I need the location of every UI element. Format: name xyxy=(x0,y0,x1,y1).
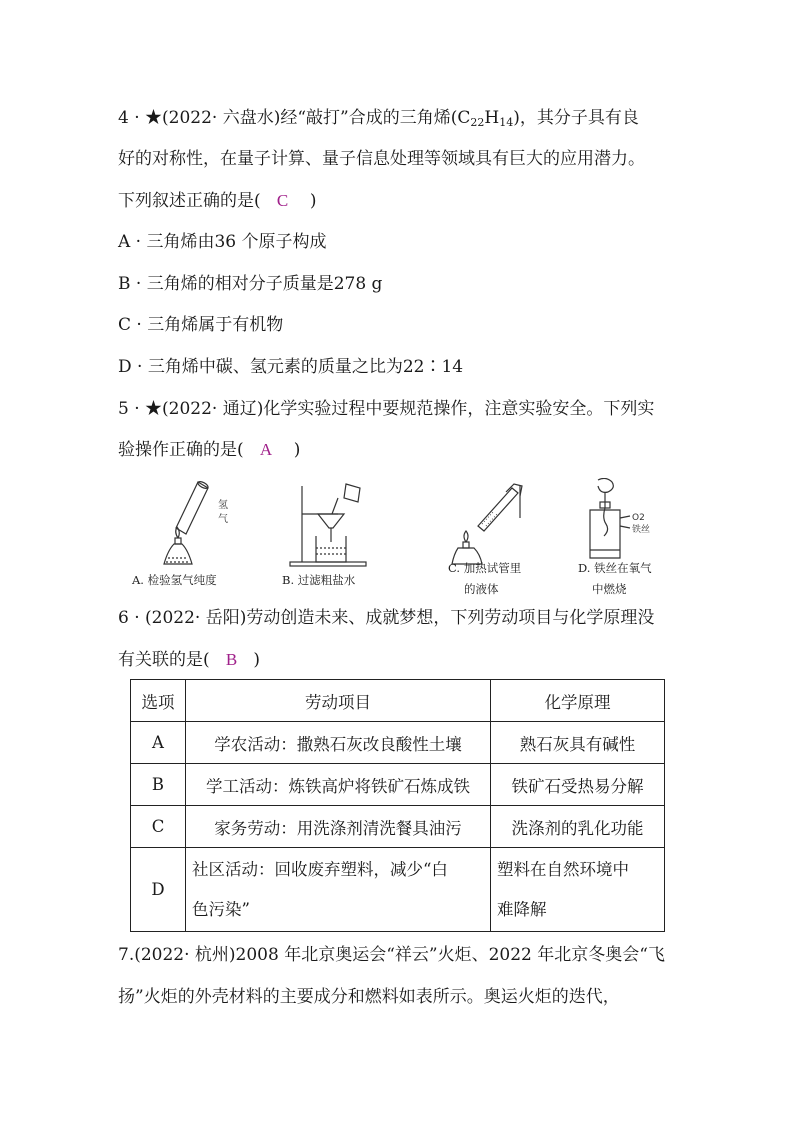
header-labor-item: 劳动项目 xyxy=(186,680,491,722)
labor-chemistry-table xyxy=(130,679,665,932)
row-option: D xyxy=(131,848,186,932)
row-principle: 熟石灰具有碱性 xyxy=(491,722,665,764)
figure-d-caption-1: D. 铁丝在氧气 xyxy=(578,561,652,575)
q7-line1: 7.(2022· 杭州)2008 年北京奥运会“祥云”火炬、2022 年北京冬奥会“飞 xyxy=(118,945,665,965)
q5-answer: A xyxy=(259,440,273,459)
iron-wire-label: 铁丝 xyxy=(632,525,651,535)
q4-option-c: C · 三角烯属于有机物 xyxy=(118,315,284,335)
figure-a-caption: A. 检验氢气纯度 xyxy=(132,573,217,587)
q7-line2: 扬”火炬的外壳材料的主要成分和燃料如表所示。奥运火炬的迭代， xyxy=(118,987,620,1007)
iron-wire-combustion-figure xyxy=(578,478,668,568)
q4-option-a: A · 三角烯由36 个原子构成 xyxy=(118,232,327,252)
table-row xyxy=(131,806,665,848)
hydrogen-purity-test-figure xyxy=(146,478,236,568)
header-option: 选项 xyxy=(131,680,186,722)
q4-line3: 下列叙述正确的是( C ) xyxy=(118,191,317,211)
heating-test-tube-figure xyxy=(448,478,548,568)
hydrogen-label-2: 气 xyxy=(218,514,228,525)
q4-line1: 4 · ★(2022· 六盘水)经“敲打”合成的三角烯$(C_{22}H_{14})$，其分子具有良 xyxy=(118,108,639,129)
q6-answer: B xyxy=(225,650,238,669)
row-labor-item: 学工活动：炼铁高炉将铁矿石炼成铁 xyxy=(186,764,491,806)
row-principle: 铁矿石受热易分解 xyxy=(491,764,665,806)
filtration-figure xyxy=(282,478,402,568)
q4-line2: 好的对称性，在量子计算、量子信息处理等领域具有巨大的应用潜力。 xyxy=(118,149,645,169)
q5-line2: 验操作正确的是( A ) xyxy=(118,440,301,460)
row-option: C xyxy=(131,806,186,848)
row-labor-item: 学农活动：撒熟石灰改良酸性土壤 xyxy=(186,722,491,764)
row-option: A xyxy=(131,722,186,764)
q4-option-b: B · 三角烯的相对分子质量是278 g xyxy=(118,274,383,294)
row-labor-item: 社区活动：回收废弃塑料，减少“白 色污染” xyxy=(186,848,491,932)
header-chemistry-principle: 化学原理 xyxy=(491,680,665,722)
oxygen-label: O2 xyxy=(632,513,645,523)
table-row xyxy=(131,722,665,764)
row-labor-item: 家务劳动：用洗涤剂清洗餐具油污 xyxy=(186,806,491,848)
q6-line2: 有关联的是( B ) xyxy=(118,650,261,670)
table-header-row xyxy=(131,680,665,722)
experiment-figures xyxy=(126,478,666,598)
figure-b-caption: B. 过滤粗盐水 xyxy=(282,573,356,587)
q4-answer: C xyxy=(276,191,289,210)
figure-c-caption-2: 的液体 xyxy=(464,582,499,596)
table-row xyxy=(131,848,665,932)
hydrogen-label-1: 氢 xyxy=(218,500,228,511)
table-row xyxy=(131,764,665,806)
row-principle: 洗涤剂的乳化功能 xyxy=(491,806,665,848)
q5-line1: 5 · ★(2022· 通辽)化学实验过程中要规范操作，注意实验安全。下列实 xyxy=(118,399,655,419)
figure-c-caption-1: C. 加热试管里 xyxy=(448,561,522,575)
row-option: B xyxy=(131,764,186,806)
figure-d-caption-2: 中燃烧 xyxy=(592,582,627,596)
q4-option-d: D · 三角烯中碳、氢元素的质量之比为22∶14 xyxy=(118,357,464,377)
row-principle: 塑料在自然环境中 难降解 xyxy=(491,848,665,932)
q6-line1: 6 · (2022· 岳阳)劳动创造未来、成就梦想，下列劳动项目与化学原理没 xyxy=(118,608,655,628)
